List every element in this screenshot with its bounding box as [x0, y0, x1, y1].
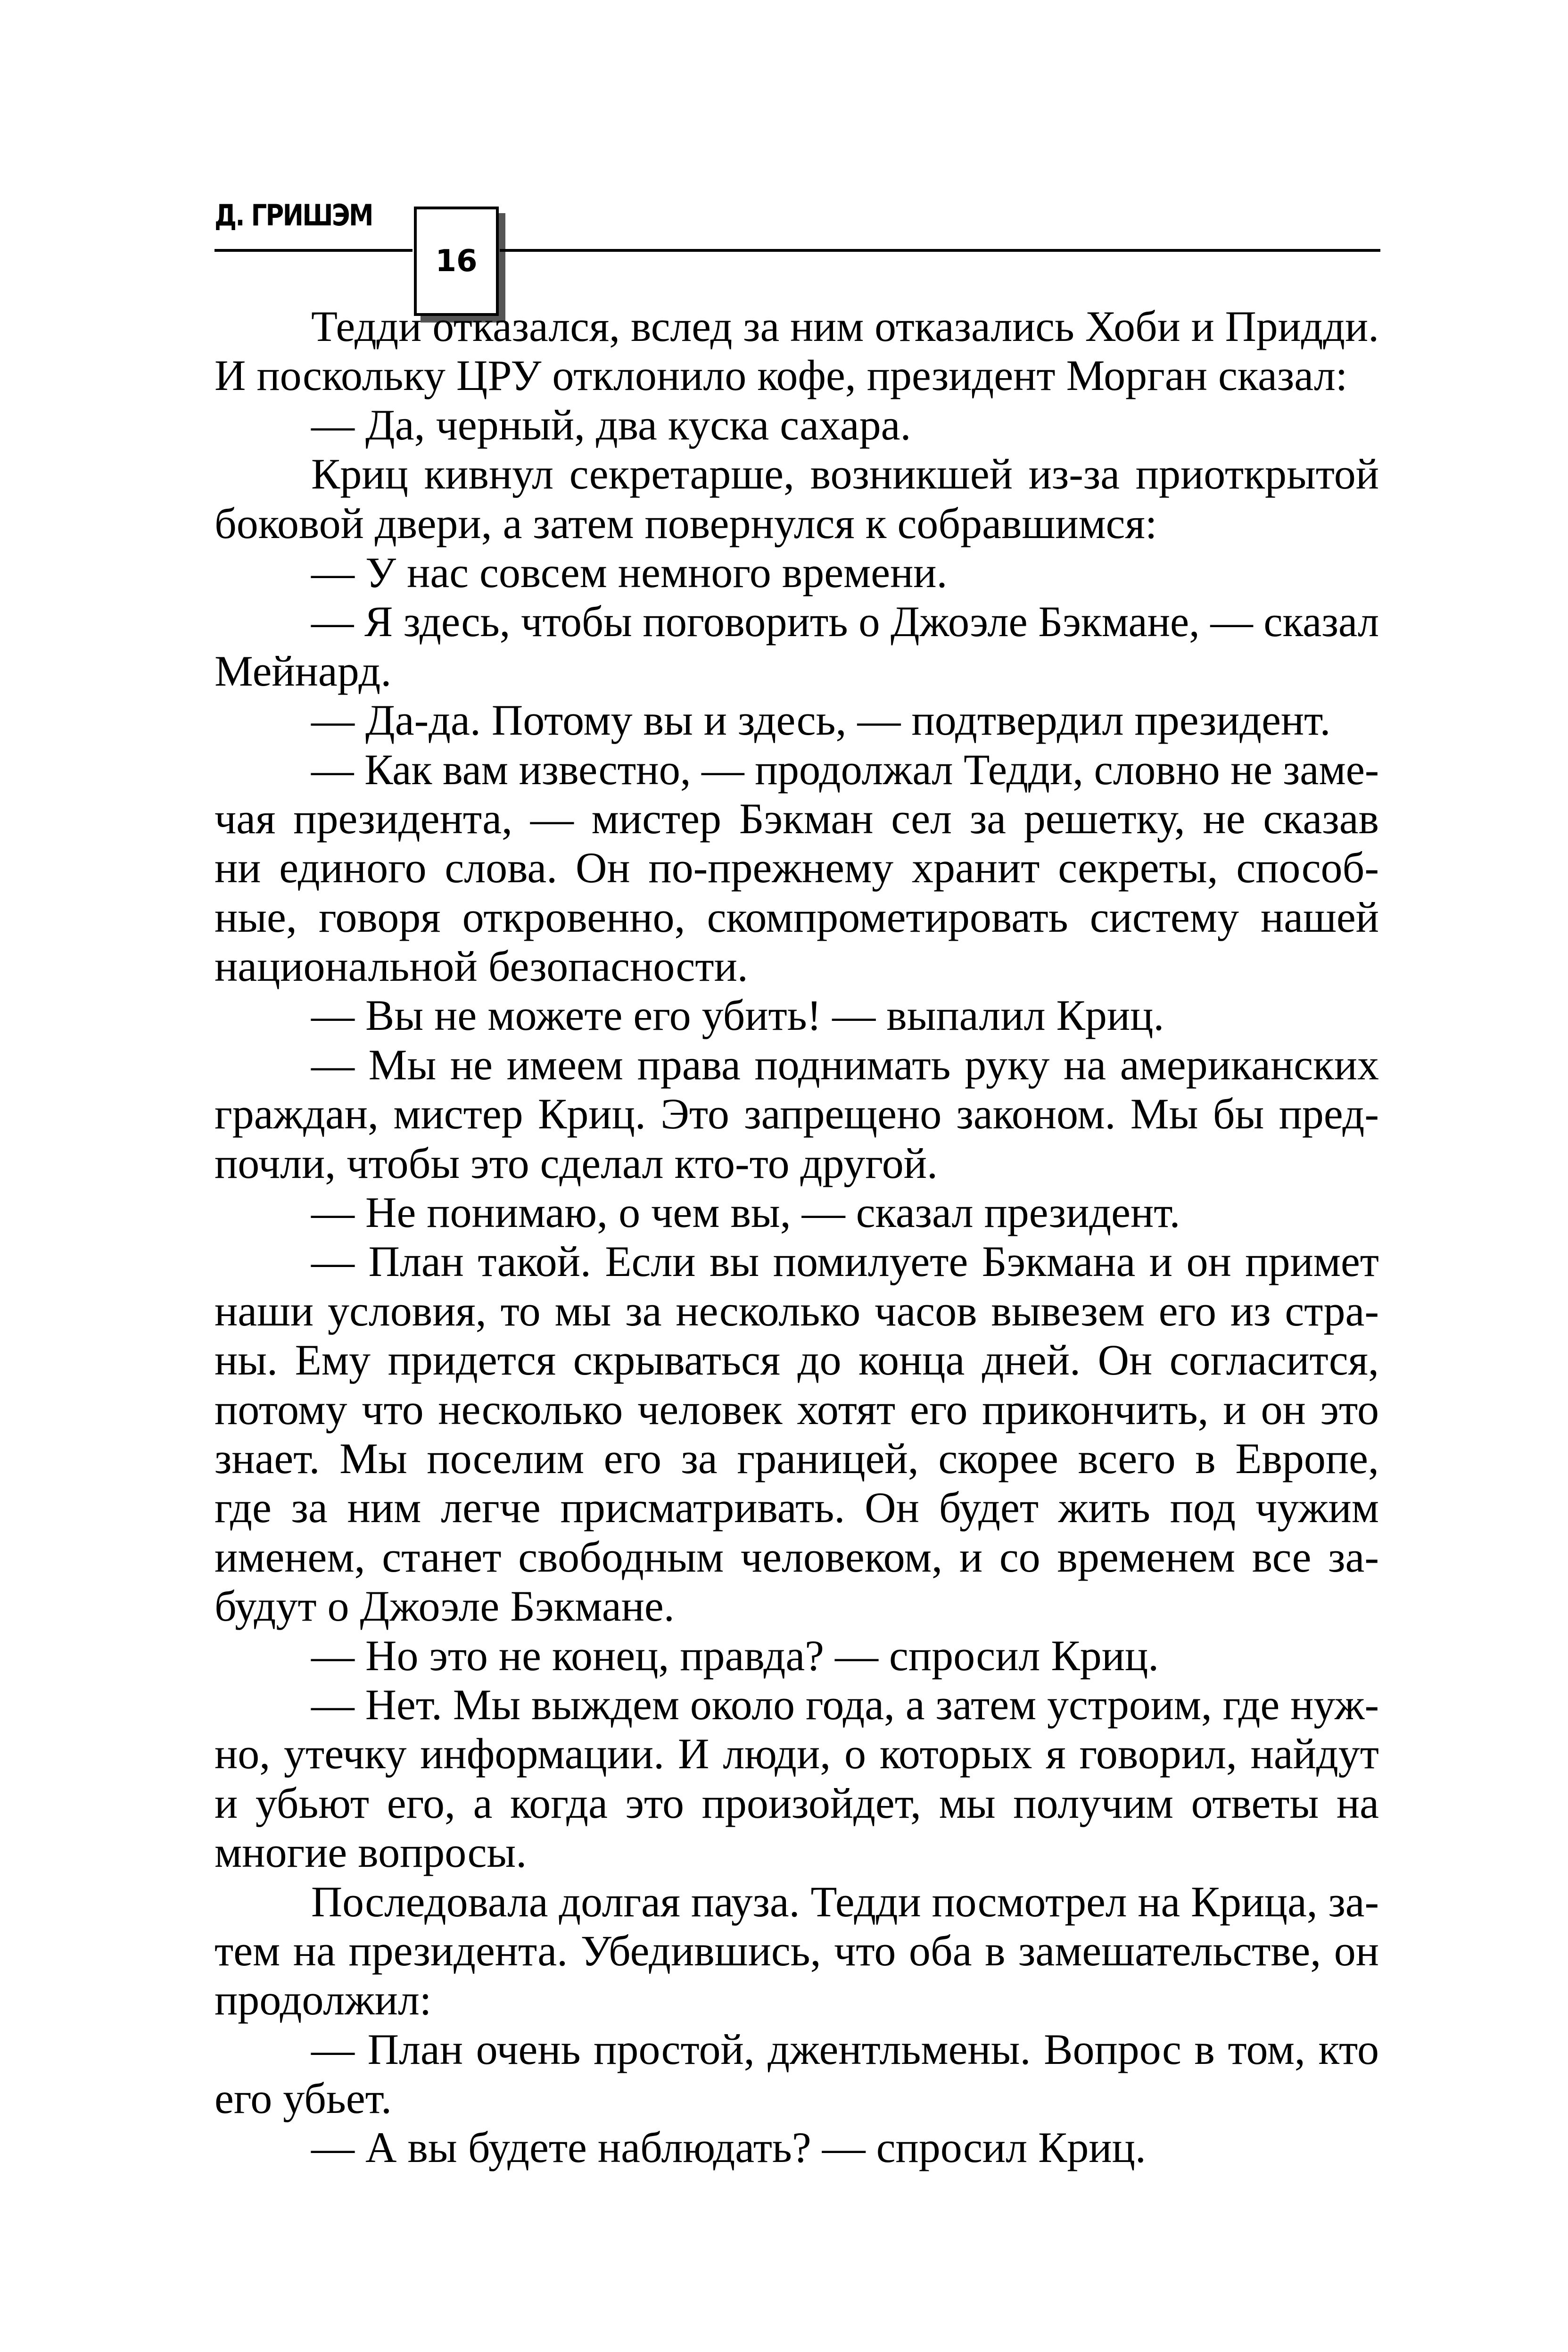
- text-line: [215, 1385, 1379, 1434]
- text-line-content: потому что несколько человек хотят его прикончить, и он это: [215, 1385, 1379, 1433]
- text-line-content: тем на президента. Убедившись, что оба в замешательстве, он: [215, 1926, 1379, 1975]
- text-line: [215, 449, 1379, 498]
- text-line-content: — Я здесь, чтобы поговорить о Джоэле Бэкмане, — сказал: [311, 597, 1379, 646]
- text-line-content: продолжил:: [215, 1976, 432, 2024]
- page-number-box: [414, 207, 499, 316]
- text-line-content: И поскольку ЦРУ отклонило кофе, президент Морган сказал:: [215, 351, 1348, 400]
- text-line-content: национальной безопасности.: [215, 942, 748, 991]
- text-line: [215, 1631, 1379, 1680]
- text-line: [215, 1926, 1379, 1975]
- text-line-content: чая президента, — мистер Бэкман сел за решетку, не сказав: [215, 794, 1379, 843]
- text-line-content: боковой двери, а затем повернулся к собравшимся:: [215, 499, 1157, 547]
- text-line: [215, 745, 1379, 794]
- body-text: [215, 302, 1379, 2172]
- text-line-content: именем, станет свободным человеком, и со временем все за-: [215, 1532, 1379, 1581]
- text-line: [215, 1779, 1379, 1828]
- running-head-author: Д. ГРИШЭМ: [215, 198, 372, 232]
- text-line: [215, 1483, 1379, 1532]
- text-line: [215, 1582, 1379, 1631]
- text-line-content: где за ним легче присматривать. Он будет жить под чужим: [215, 1483, 1379, 1532]
- text-line-content: — У нас совсем немного времени.: [311, 548, 948, 596]
- text-line-content: — Да, черный, два куска сахара.: [311, 400, 911, 449]
- text-line-content: — Но это не конец, правда? — спросил Криц.: [311, 1631, 1159, 1680]
- text-line: [215, 1040, 1379, 1089]
- text-line-content: — План очень простой, джентльмены. Вопрос в том, кто: [311, 2025, 1379, 2073]
- text-line: [215, 1729, 1379, 1778]
- text-line-content: ные, говоря откровенно, скомпрометировать систему нашей: [215, 893, 1379, 941]
- text-line: [215, 1139, 1379, 1188]
- text-line-content: но, утечку информации. И люди, о которых я говорил, найдут: [215, 1730, 1379, 1778]
- text-line: [215, 1188, 1379, 1237]
- text-line: [215, 1335, 1379, 1384]
- text-line: [215, 794, 1379, 843]
- text-line-content: Тедди отказался, вслед за ним отказались Хоби и Придди.: [311, 302, 1379, 350]
- text-line-content: Последовала долгая пауза. Тедди посмотрел на Крица, за-: [311, 1877, 1379, 1926]
- text-line-content: — Вы не можете его убить! — выпалил Криц.: [311, 991, 1164, 1040]
- text-line: [215, 400, 1379, 449]
- text-line-content: и убьют его, а когда это произойдет, мы получим ответы на: [215, 1779, 1379, 1827]
- text-line-content: ны. Ему придется скрываться до конца дней. Он согласится,: [215, 1336, 1379, 1384]
- text-line-content: будут о Джоэле Бэкмане.: [215, 1582, 675, 1631]
- text-line-content: — План такой. Если вы помилуете Бэкмана и он примет: [311, 1237, 1379, 1286]
- text-line: [215, 1089, 1379, 1138]
- text-line-content: ни единого слова. Он по-прежнему хранит секреты, способ-: [215, 844, 1379, 892]
- text-line-content: почли, чтобы это сделал кто-то другой.: [215, 1139, 938, 1187]
- text-line: [215, 1975, 1379, 2024]
- text-line: [215, 1286, 1379, 1335]
- header-rule-right: [500, 249, 1380, 252]
- text-line: [215, 2123, 1379, 2172]
- text-line: [215, 597, 1379, 646]
- text-line: [215, 1434, 1379, 1483]
- text-line: [215, 2025, 1379, 2074]
- header-rule-left: [215, 249, 413, 252]
- text-line-content: Криц кивнул секретарше, возникшей из-за приоткрытой: [311, 450, 1379, 498]
- text-line-content: многие вопросы.: [215, 1828, 527, 1877]
- text-line: [215, 1680, 1379, 1729]
- text-line-content: — Не понимаю, о чем вы, — сказал президент.: [311, 1188, 1180, 1237]
- text-line: [215, 1237, 1379, 1286]
- text-line: [215, 1828, 1379, 1877]
- text-line: [215, 942, 1379, 991]
- text-line: [215, 991, 1379, 1040]
- text-line: [215, 302, 1379, 351]
- text-line-content: — Как вам известно, — продолжал Тедди, словно не заме-: [311, 745, 1379, 794]
- text-line-content: Мейнард.: [215, 646, 392, 695]
- page-number: 16: [435, 244, 478, 279]
- text-line: [215, 548, 1379, 597]
- text-line-content: — А вы будете наблюдать? — спросил Криц.: [311, 2123, 1146, 2172]
- text-line-content: знает. Мы поселим его за границей, скорее всего в Европе,: [215, 1434, 1379, 1482]
- text-line-content: наши условия, то мы за несколько часов вывезем его из стра-: [215, 1286, 1379, 1335]
- text-line: [215, 1532, 1379, 1582]
- text-line: [215, 646, 1379, 696]
- text-line-content: его убьет.: [215, 2074, 392, 2123]
- text-line: [215, 351, 1379, 400]
- text-line: [215, 893, 1379, 942]
- text-line: [215, 2074, 1379, 2123]
- text-line: [215, 843, 1379, 892]
- text-line-content: — Нет. Мы выждем около года, а затем устроим, где нуж-: [311, 1680, 1379, 1729]
- text-line: [215, 499, 1379, 548]
- text-line: [215, 1877, 1379, 1926]
- text-line-content: граждан, мистер Криц. Это запрещено законом. Мы бы пред-: [215, 1090, 1379, 1138]
- text-line-content: — Да-да. Потому вы и здесь, — подтвердил президент.: [311, 696, 1331, 745]
- text-line-content: — Мы не имеем права поднимать руку на американских: [311, 1040, 1379, 1089]
- text-line: [215, 696, 1379, 745]
